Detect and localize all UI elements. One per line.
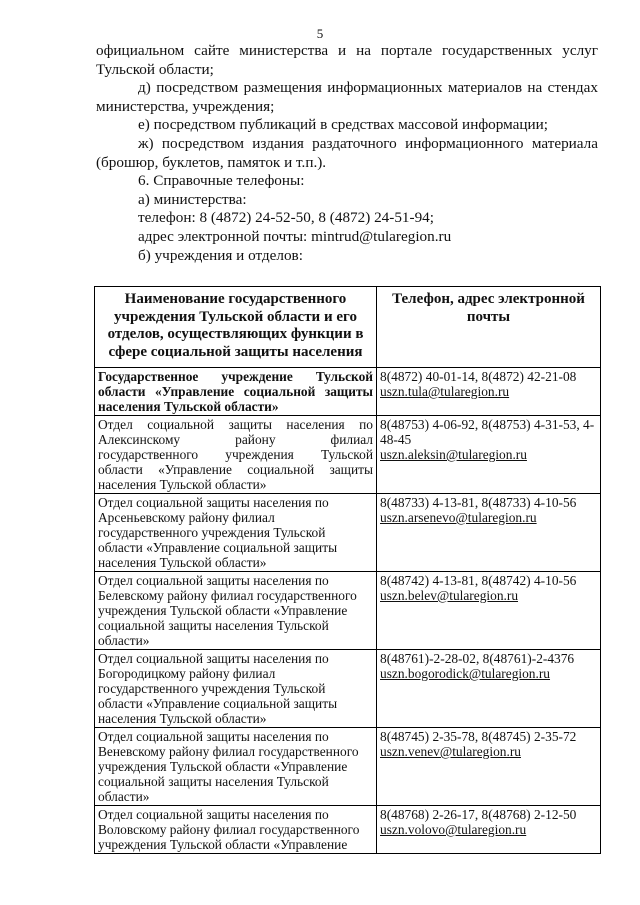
- email-link[interactable]: uszn.belev@tularegion.ru: [380, 588, 519, 603]
- email-link[interactable]: uszn.tula@tularegion.ru: [380, 384, 510, 399]
- phone-text: 8(48742) 4-13-81, 8(48742) 4-10-56: [380, 573, 577, 588]
- table-row: [95, 416, 601, 494]
- contacts-cell: [377, 494, 601, 572]
- paragraph-line: официальном сайте министерства и на портале государственных услуг: [96, 42, 598, 59]
- paragraph-line: (брошюр, буклетов, памяток и т.п.).: [96, 153, 327, 171]
- page-number: 5: [316, 26, 324, 41]
- organization-cell: Отдел социальной защиты населения по Веневскому району филиал государственного учреждения Тульской области «Управление социальной защиты населения Тульской области»: [95, 728, 377, 806]
- email-link[interactable]: uszn.venev@tularegion.ru: [380, 744, 521, 759]
- table-row: [95, 806, 601, 854]
- email-link[interactable]: uszn.arsenevo@tularegion.ru: [380, 510, 537, 525]
- paragraph-line: а) министерства:: [138, 190, 247, 208]
- table-row: [95, 650, 601, 728]
- paragraph-line: б) учреждения и отделов:: [138, 246, 303, 264]
- phone-text: 8(48733) 4-13-81, 8(48733) 4-10-56: [380, 495, 577, 510]
- paragraph-line: е) посредством публикаций в средствах массовой информации;: [138, 116, 548, 134]
- organization-cell: Отдел социальной защиты населения по Богородицкому району филиал государственного учреждения Тульской области «Управление социальной защиты населения Тульской области»: [95, 650, 377, 728]
- column-header-contacts: Телефон, адрес электронной почты: [377, 287, 601, 368]
- email-link[interactable]: uszn.aleksin@tularegion.ru: [380, 447, 527, 462]
- table-row: [95, 728, 601, 806]
- email-link[interactable]: uszn.volovo@tularegion.ru: [380, 822, 527, 837]
- phone-text: 8(48768) 2-26-17, 8(48768) 2-12-50: [380, 807, 577, 822]
- column-header-organization: Наименование государственного учреждения Тульской области и его отделов, осуществляющих функции в сфере социальной защиты населения: [95, 287, 377, 368]
- contacts-table: [94, 286, 601, 854]
- phone-text: 8(48745) 2-35-78, 8(48745) 2-35-72: [380, 729, 577, 744]
- organization-cell: Отдел социальной защиты населения по Белевскому району филиал государственного учреждения Тульской области «Управление социальной защиты населения Тульской области»: [95, 572, 377, 650]
- organization-cell: Отдел социальной защиты населения по Алексинскому району филиал государственного учреждения Тульской области «Управление социальной защиты населения Тульской области»: [95, 416, 377, 494]
- table-row: [95, 572, 601, 650]
- contacts-cell: [377, 728, 601, 806]
- paragraph-line: телефон: 8 (4872) 24-52-50, 8 (4872) 24-51-94;: [138, 209, 434, 227]
- paragraph-line: Тульской области;: [96, 60, 214, 78]
- contacts-cell: [377, 650, 601, 728]
- contacts-cell: [377, 572, 601, 650]
- contacts-cell: [377, 806, 601, 854]
- table-header-row: [95, 287, 601, 368]
- phone-text: 8(4872) 40-01-14, 8(4872) 42-21-08: [380, 369, 577, 384]
- contacts-cell: [377, 368, 601, 416]
- paragraph-line: 6. Справочные телефоны:: [138, 172, 305, 190]
- phone-text: 8(48753) 4-06-92, 8(48753) 4-31-53, 4-48-45: [380, 417, 595, 447]
- contacts-cell: [377, 416, 601, 494]
- body-text: [96, 42, 598, 265]
- paragraph-line: адрес электронной почты: mintrud@tularegion.ru: [138, 227, 452, 245]
- paragraph-line: министерства, учреждения;: [96, 97, 275, 115]
- table-row: [95, 494, 601, 572]
- organization-cell: Государственное учреждение Тульской области «Управление социальной защиты населения Тульской области»: [95, 368, 377, 416]
- paragraph-line: ж) посредством издания раздаточного информационного материала: [138, 134, 598, 152]
- paragraph-line: д) посредством размещения информационных материалов на стендах: [138, 79, 598, 97]
- organization-cell: Отдел социальной защиты населения по Воловскому району филиал государственного учреждения Тульской области «Управление: [95, 806, 377, 854]
- table-row: [95, 368, 601, 416]
- organization-cell: Отдел социальной защиты населения по Арсеньевскому району филиал государственного учреждения Тульской области «Управление социальной защиты населения Тульской области»: [95, 494, 377, 572]
- email-link[interactable]: uszn.bogorodick@tularegion.ru: [380, 666, 551, 681]
- phone-text: 8(48761)-2-28-02, 8(48761)-2-4376: [380, 651, 575, 666]
